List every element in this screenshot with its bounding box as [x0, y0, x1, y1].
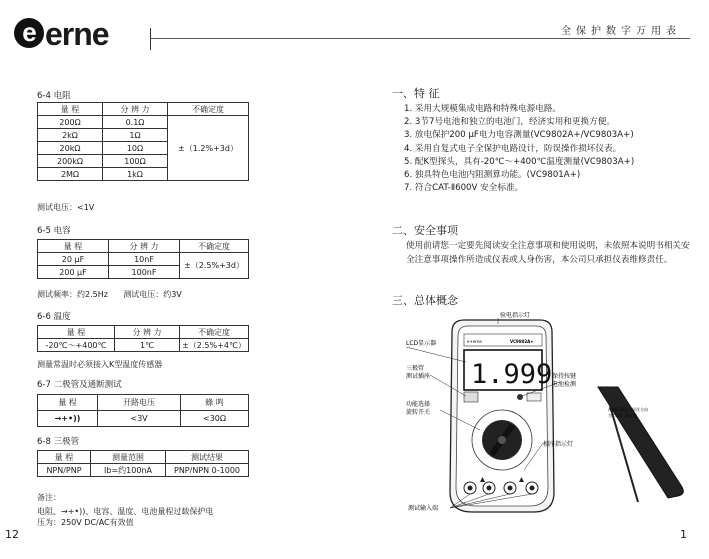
- table-row: 20 μF 10nF ±（2.5%+3d）: [38, 253, 249, 266]
- label-lcd: LCD显示器: [406, 340, 437, 347]
- resistance-title: 6-4 电阻: [37, 91, 71, 101]
- temperature-note: 测量常温时必须接入K型温度传感器: [37, 360, 163, 369]
- temperature-table: 量 程 分 辨 力 不确定度 -20℃～+400℃ 1℃ ±（2.5%+4℃）: [37, 325, 249, 352]
- diagram-brand: e+erne: [467, 339, 482, 344]
- remarks-title: 备注：: [37, 493, 61, 502]
- page-number-left: 12: [5, 528, 19, 541]
- label-phase: 相序指示灯: [543, 441, 574, 448]
- label-hold-2: 电池检测: [552, 381, 577, 388]
- header-divider: [150, 28, 151, 50]
- label-indicator: 验电指示灯: [500, 312, 531, 319]
- table-row: 200kΩ 100Ω: [38, 155, 249, 168]
- brand-logo: e erne: [14, 18, 109, 50]
- resistance-table: 量 程 分 辨 力 不确定度 200Ω 0.1Ω ±（1.2%+3d） 2kΩ 1Ω 20kΩ 10Ω 200kΩ 100Ω 2MΩ 1kΩ: [37, 102, 249, 181]
- resistance-note: 测试电压：<1V: [37, 203, 95, 212]
- diode-title: 6-7 二极管及通断测试: [37, 380, 122, 390]
- multimeter-diagram: [400, 312, 700, 524]
- transistor-table: 量 程 测量范围 测试结果 NPN/PNP Ib=约100nA PNP/NPN 0-1000: [37, 450, 249, 477]
- meter-side-view: [598, 387, 683, 498]
- label-socket-1: 三极管: [406, 365, 425, 372]
- table-row: →+•)) <3V <30Ω: [38, 411, 249, 427]
- diagram-model: VC9802A+: [510, 339, 534, 344]
- remarks-line2: 压为：250V DC/AC有效值: [37, 518, 134, 527]
- label-input: 测试输入端: [408, 505, 439, 512]
- capacitance-title: 6-5 电容: [37, 226, 71, 236]
- capacitance-table: 量 程 分 辨 力 不确定度 20 μF 10nF ±（2.5%+3d） 200 μF 100nF: [37, 239, 249, 279]
- remarks-line1: 电阻、→+•))、电容、温度、电池量程过载保护电: [37, 507, 214, 516]
- list-item: 1. 采用大规模集成电路和特殊电源电路。: [404, 104, 562, 114]
- features-title: 一、特 征: [392, 87, 440, 100]
- features-list: [404, 103, 634, 195]
- diode-table: 量 程 开路电压 蜂 鸣 →+•)) <3V <30Ω: [37, 394, 249, 427]
- table-row: 200Ω 0.1Ω ±（1.2%+3d）: [38, 116, 249, 129]
- transistor-socket: [464, 392, 478, 402]
- table-row: 200 μF 100nF: [38, 266, 249, 279]
- overview-title: 三、总体概念: [392, 294, 458, 307]
- label-socket-2: 测试插座: [406, 373, 431, 380]
- safety-text: 使用前请您一定要先阅读安全注意事项和使用说明，未依照本说明书相关安全注意事项操作所造成仪表或人身伤害，本公司只承担仪表维修责任。: [406, 241, 690, 265]
- label-stand-2: 为 "0.0" 调位置: [608, 413, 637, 418]
- product-title: 全保护数字万用表: [561, 26, 681, 37]
- page-number-right: 1: [680, 528, 687, 541]
- table-row: 2MΩ 1kΩ: [38, 168, 249, 181]
- label-dial-1: 功能选择: [406, 401, 431, 408]
- list-item: 3. 放电保护200 μF电力电容测量(VC9802A+/VC9803A+): [404, 130, 634, 141]
- temperature-title: 6-6 温度: [37, 312, 71, 322]
- label-stand-1: 视图LCD显示屏任方向: [608, 407, 649, 412]
- transistor-title: 6-8 三极管: [37, 437, 80, 447]
- lcd-reading: 1.999: [471, 359, 553, 390]
- list-item: 7. 符合CAT-Ⅱ600V 安全标准。: [404, 183, 524, 194]
- list-item: 4. 采用自复式电子全保护电路设计，防误操作损坏仪表。: [404, 143, 622, 154]
- capacitance-note: 测试频率：约2.5Hz 测试电压：约3V: [37, 290, 182, 299]
- table-row: 20kΩ 10Ω: [38, 142, 249, 155]
- hold-key: [517, 394, 523, 400]
- safety-title: 二、安全事项: [392, 224, 458, 237]
- list-item: 5. 配K型探头，具有-20℃～+400℃温度测量(VC9803A+): [404, 156, 635, 167]
- table-row: NPN/PNP Ib=约100nA PNP/NPN 0-1000: [38, 464, 249, 477]
- table-row: 2kΩ 1Ω: [38, 129, 249, 142]
- header-rule: [150, 38, 690, 39]
- list-item: 2. 3节7号电池和独立的电池门，经济实用和更换方便。: [404, 117, 615, 128]
- label-hold-1: 保持按键: [552, 373, 577, 380]
- label-dial-2: 旋转开关: [406, 409, 431, 416]
- table-row: -20℃～+400℃ 1℃ ±（2.5%+4℃）: [38, 339, 249, 352]
- list-item: 6. 独具特色电池内阻测算功能。(VC9801A+): [404, 170, 581, 181]
- battery-key: [527, 393, 541, 401]
